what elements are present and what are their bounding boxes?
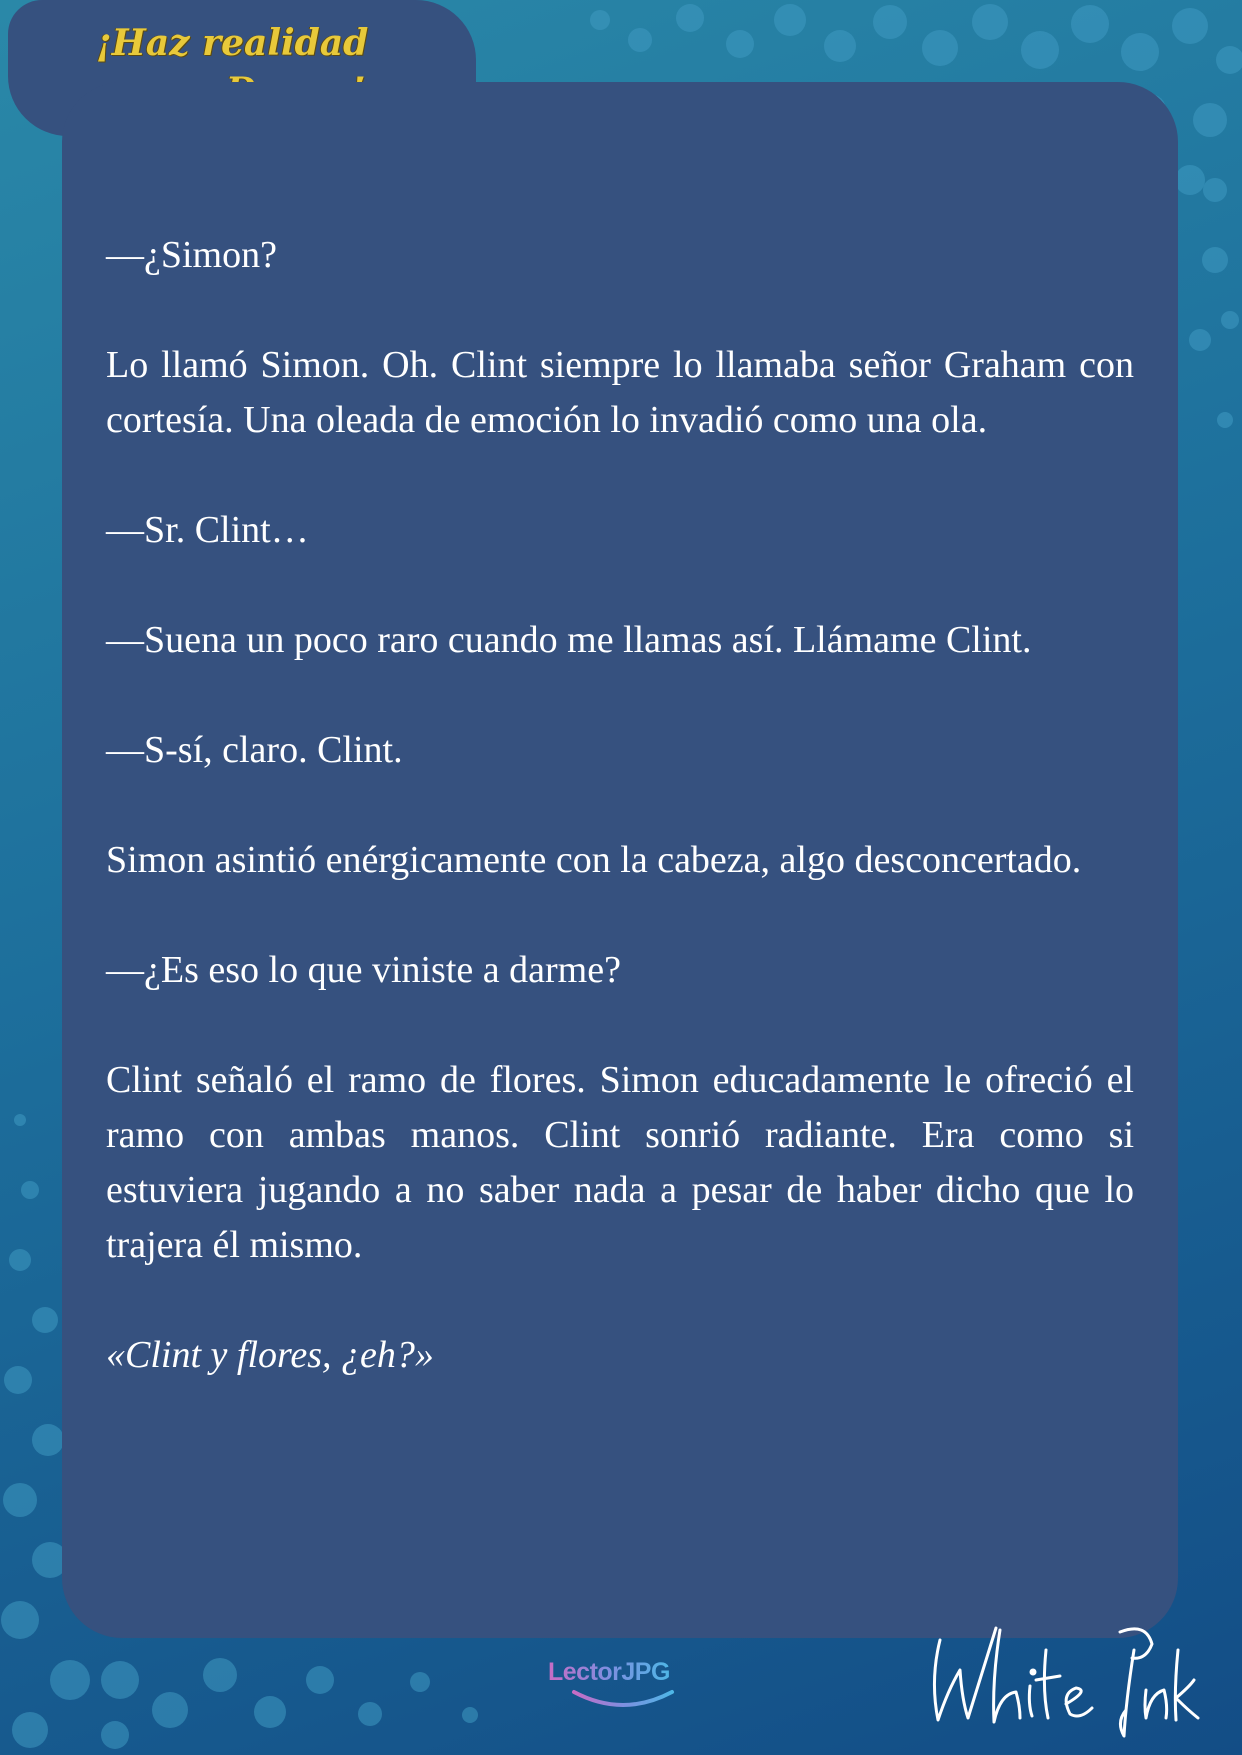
paragraph-thought: «Clint y flores, ¿eh?» [106,1334,434,1376]
smile-icon [568,1688,678,1714]
paragraph: —¿Simon? [106,234,277,276]
paragraph: —Suena un poco raro cuando me llamas así. Llámame Clint. [106,619,1032,661]
paragraph: Simon asintió enérgicamente con la cabeza, algo desconcertado. [106,839,1082,881]
paragraph: Lo llamó Simon. Oh. Clint siempre lo llamaba señor Graham con cortesía. Una oleada de emoción lo invadió como una ola. [106,344,1134,441]
paragraph: —¿Es eso lo que viniste a darme? [106,949,621,991]
watermark-text: LectorJPG [548,1658,670,1686]
paragraph: Clint señaló el ramo de flores. Simon educadamente le ofreció el ramo con ambas manos. Clint sonrió radiante. Era como si estuviera jugando a no saber nada a pesar de haber dicho que lo trajera él mismo. [106,1059,1134,1266]
story-text [106,228,1134,1438]
paragraph: —Sr. Clint… [106,509,309,551]
logo-line-1: ¡Haz realidad [96,22,369,64]
lectorjpg-watermark [546,1658,696,1718]
paragraph: —S-sí, claro. Clint. [106,729,403,771]
white-ink-signature [920,1610,1200,1740]
